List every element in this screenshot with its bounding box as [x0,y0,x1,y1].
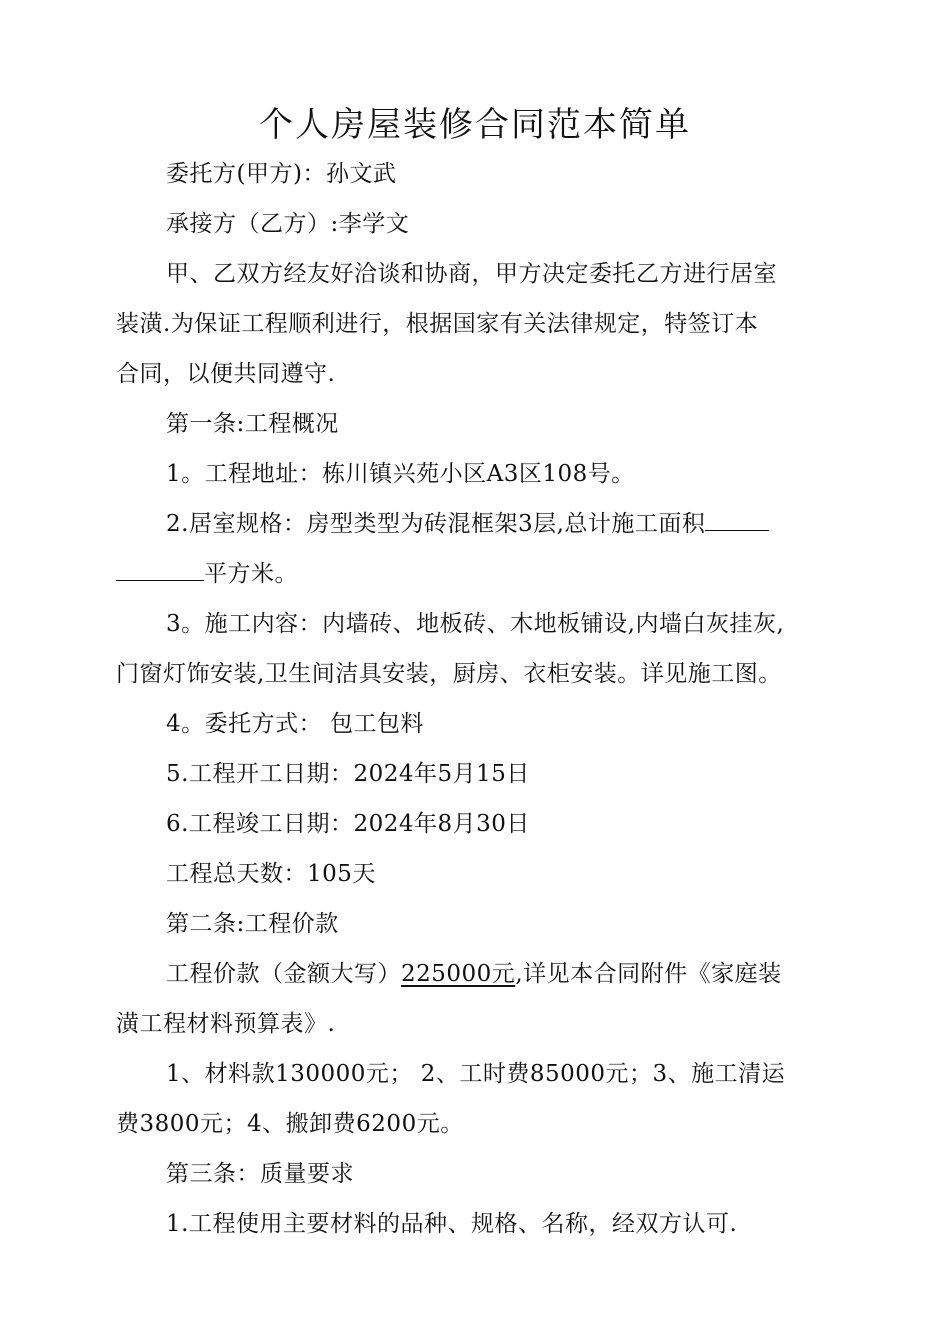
area-blank-2[interactable] [116,558,204,581]
area-blank-1[interactable] [705,508,769,531]
room-spec-text: 2.居室规格：房型类型为砖混框架3层,总计施工面积 [166,511,706,537]
commission-method: 4。委托方式： 包工包料 [166,711,424,737]
room-spec-unit: 平方米。 [204,561,298,587]
intro-line-2: 装潢.为保证工程顺利进行，根据国家有关法律规定，特签订本 [116,311,759,337]
fee-items-line-1: 1、材料款130000元； 2、工时费85000元；3、施工清运 [166,1061,786,1087]
client-line: 委托方(甲方)：孙文武 [166,161,397,187]
article-1-heading: 第一条:工程概况 [166,411,339,437]
quality-item-1: 1.工程使用主要材料的品种、规格、名称，经双方认可. [166,1211,738,1237]
fee-items-line-2: 费3800元；4、搬卸费6200元。 [116,1111,464,1137]
price-line-2: 潢工程材料预算表》. [116,1011,336,1037]
price-line-1 [166,957,782,991]
construction-content-line-1: 3。施工内容：内墙砖、地板砖、木地板铺设,内墙白灰挂灰, [166,611,785,637]
article-2-heading: 第二条:工程价款 [166,911,339,937]
end-date: 6.工程竣工日期：2024年8月30日 [166,811,530,837]
contractor-line: 承接方（乙方）:李学文 [166,211,410,237]
price-prefix: 工程价款（金额大写） [166,961,401,987]
intro-line-3: 合同，以便共同遵守. [116,361,336,387]
document-title: 个人房屋装修合同范本简单 [259,105,691,145]
intro-line-1: 甲、乙双方经友好洽谈和协商，甲方决定委托乙方进行居室 [166,261,777,287]
room-spec-line-2 [116,557,298,591]
start-date: 5.工程开工日期：2024年5月15日 [166,761,530,787]
price-suffix: ,详见本合同附件《家庭装 [515,961,782,987]
article-3-heading: 第三条：质量要求 [166,1161,354,1187]
room-spec-line-1 [166,507,769,541]
price-amount: 225000元 [401,961,516,987]
total-days: 工程总天数：105天 [166,861,376,887]
construction-content-line-2: 门窗灯饰安装,卫生间洁具安装，厨房、衣柜安装。详见施工图。 [116,661,782,687]
project-address: 1。工程地址：栋川镇兴苑小区A3区108号。 [166,461,635,487]
